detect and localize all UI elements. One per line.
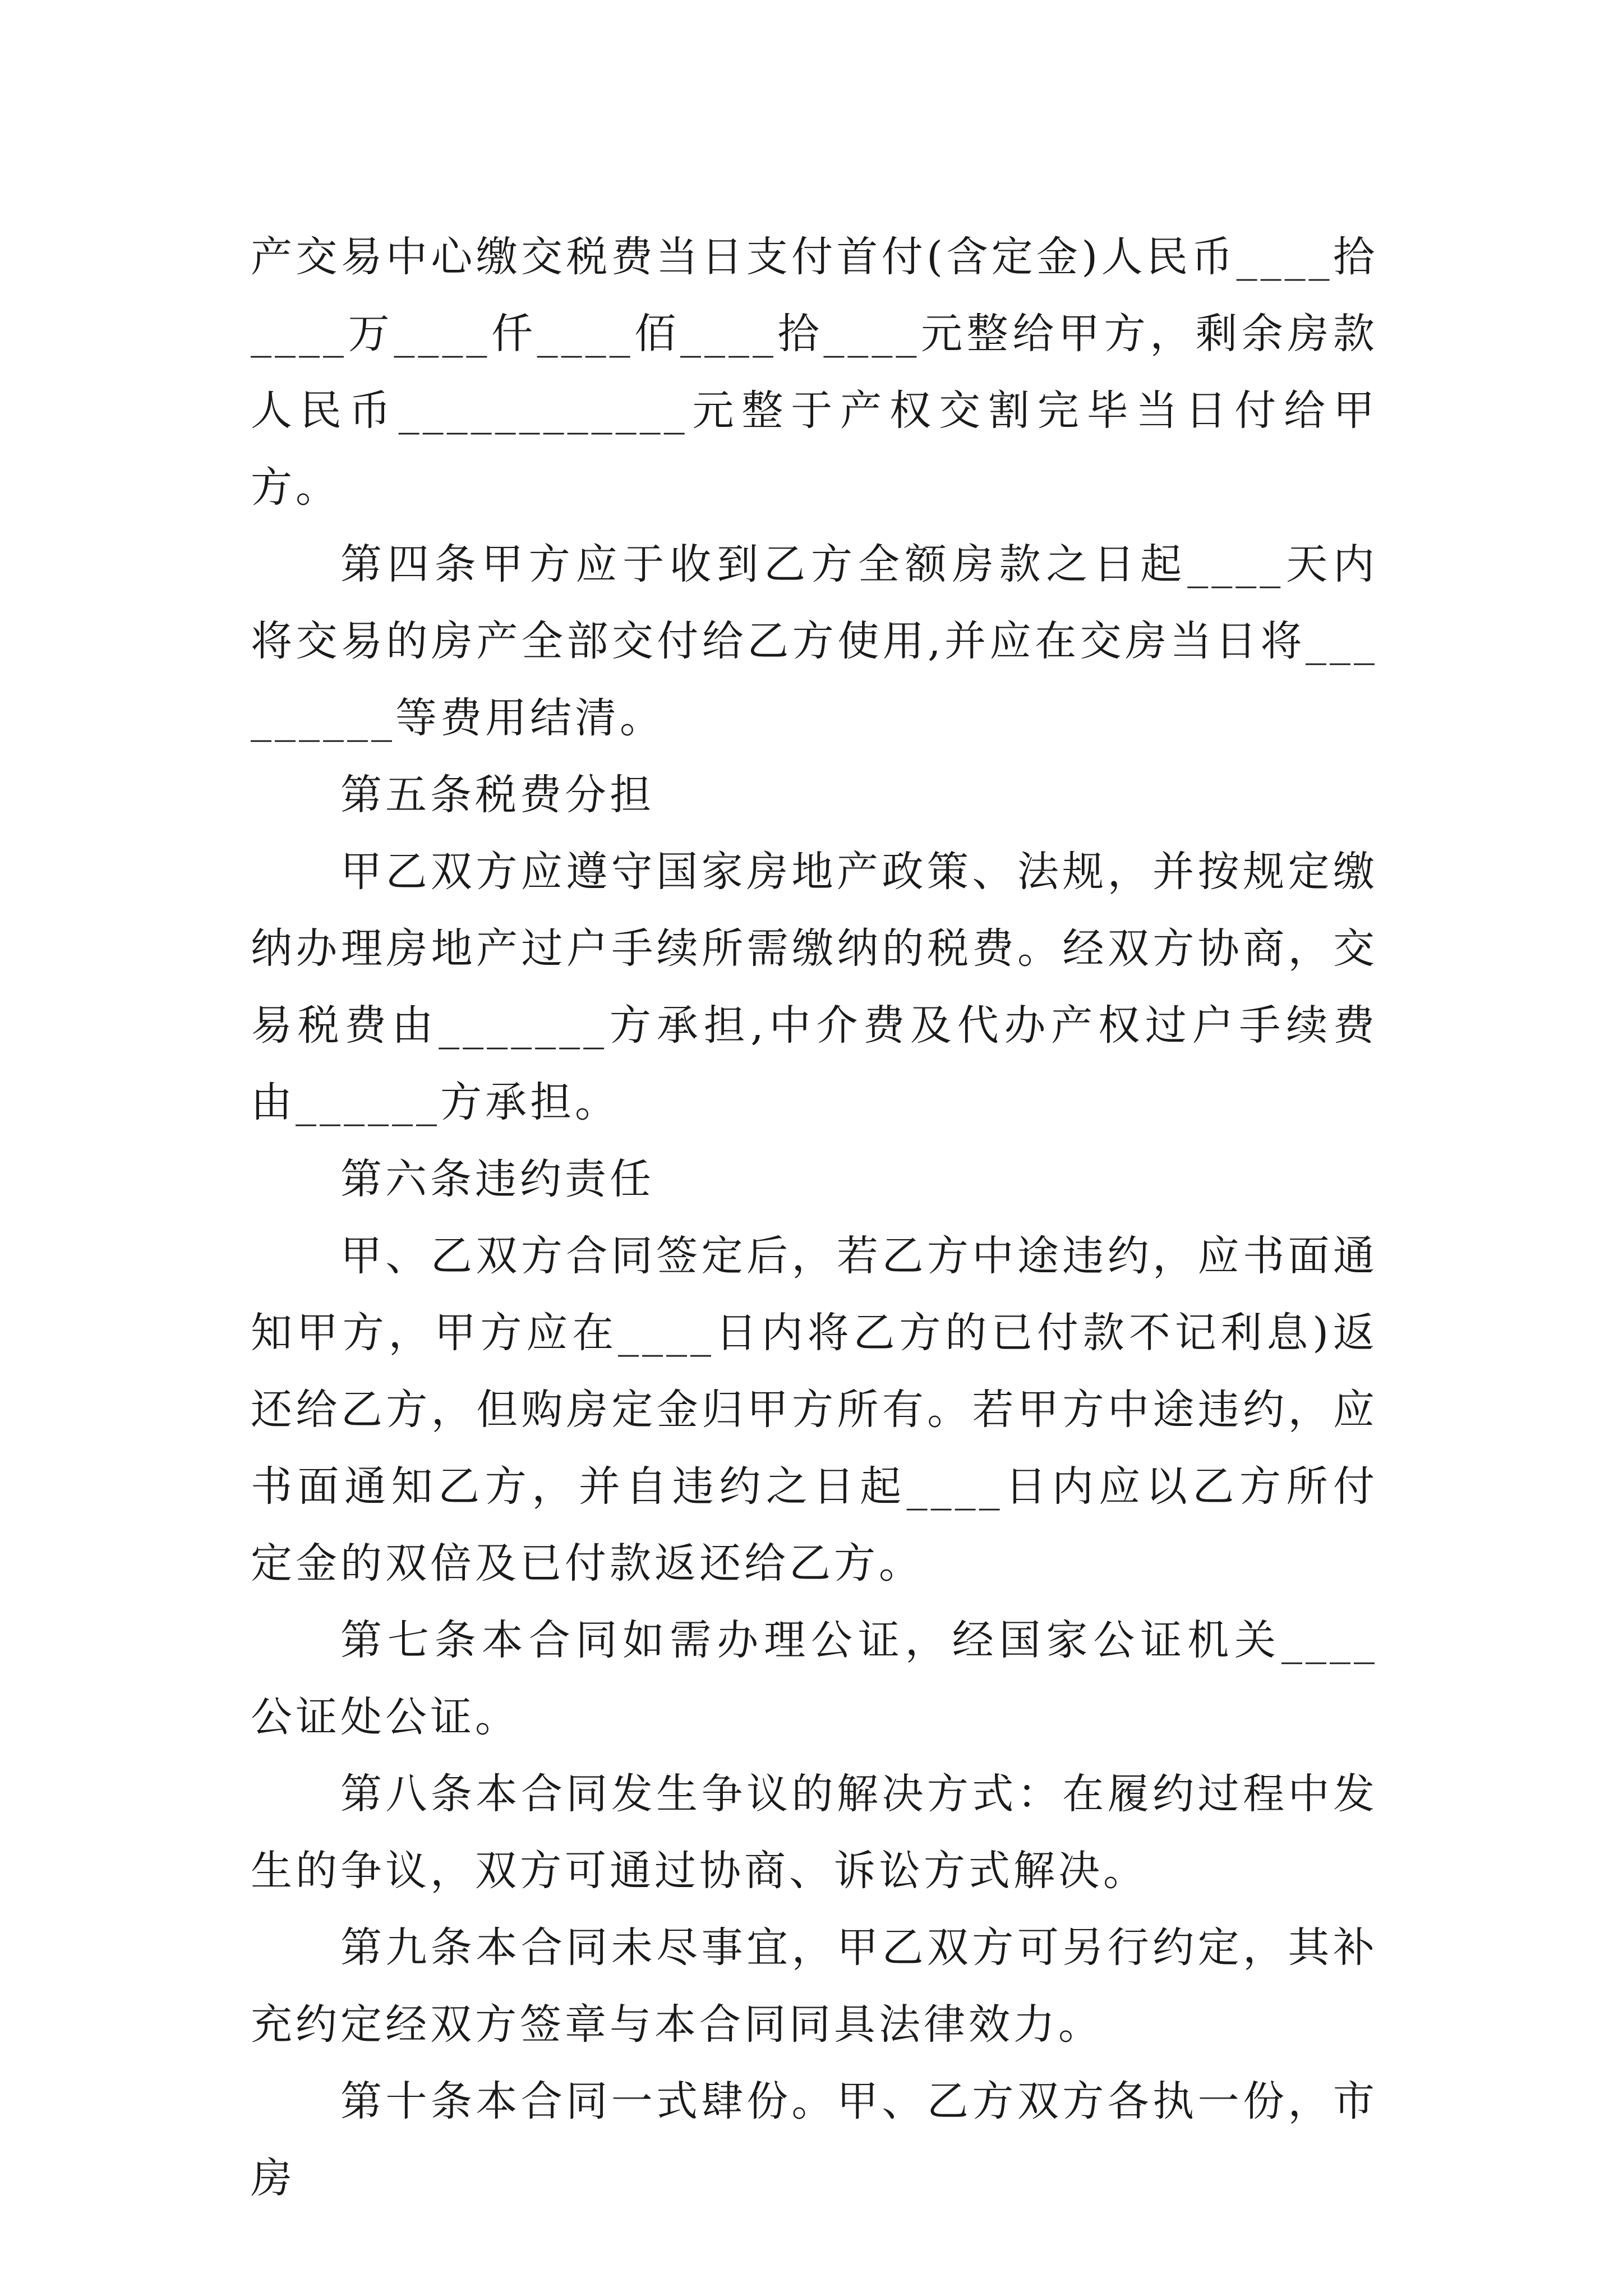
contract-body: [251, 219, 1378, 2217]
paragraph-article-8: 第八条本合同发生争议的解决方式：在履约过程中发生的争议，双方可通过协商、诉讼方式解决。: [251, 1770, 1378, 1895]
heading-article-6: 第六条违约责任: [340, 1155, 654, 1203]
paragraph-article-4: 第四条甲方应于收到乙方全额房款之日起____天内将交易的房产全部交付给乙方使用,并应在交房当日将_________等费用结清。: [251, 540, 1378, 742]
paragraph-article-9: 第九条本合同未尽事宜，甲乙双方可另行约定，其补充约定经双方签章与本合同同具法律效力。: [251, 1924, 1378, 2049]
paragraph-payment-terms: 产交易中心缴交税费当日支付首付(含定金)人民币____拾____万____仟____佰____拾____元整给甲方，剩余房款人民币____________元整于产权交割完毕当日付给甲方。: [251, 233, 1378, 512]
paragraph-article-10: 第十条本合同一式肆份。甲、乙方双方各执一份，市房: [251, 2077, 1378, 2202]
heading-article-5: 第五条税费分担: [340, 771, 654, 819]
paragraph-article-6-body: 甲、乙双方合同签定后，若乙方中途违约，应书面通知甲方，甲方应在____日内将乙方的已付款不记利息)返还给乙方，但购房定金归甲方所有。若甲方中途违约，应书面通知乙方，并自违约之日起____日内应以乙方所付定金的双倍及已付款返还给乙方。: [251, 1232, 1378, 1588]
paragraph-article-7: 第七条本合同如需办理公证，经国家公证机关____公证处公证。: [251, 1616, 1378, 1741]
paragraph-article-5-body: 甲乙双方应遵守国家房地产政策、法规，并按规定缴纳办理房地产过户手续所需缴纳的税费。经双方协商，交易税费由_______方承担,中介费及代办产权过户手续费由______方承担。: [251, 848, 1378, 1126]
